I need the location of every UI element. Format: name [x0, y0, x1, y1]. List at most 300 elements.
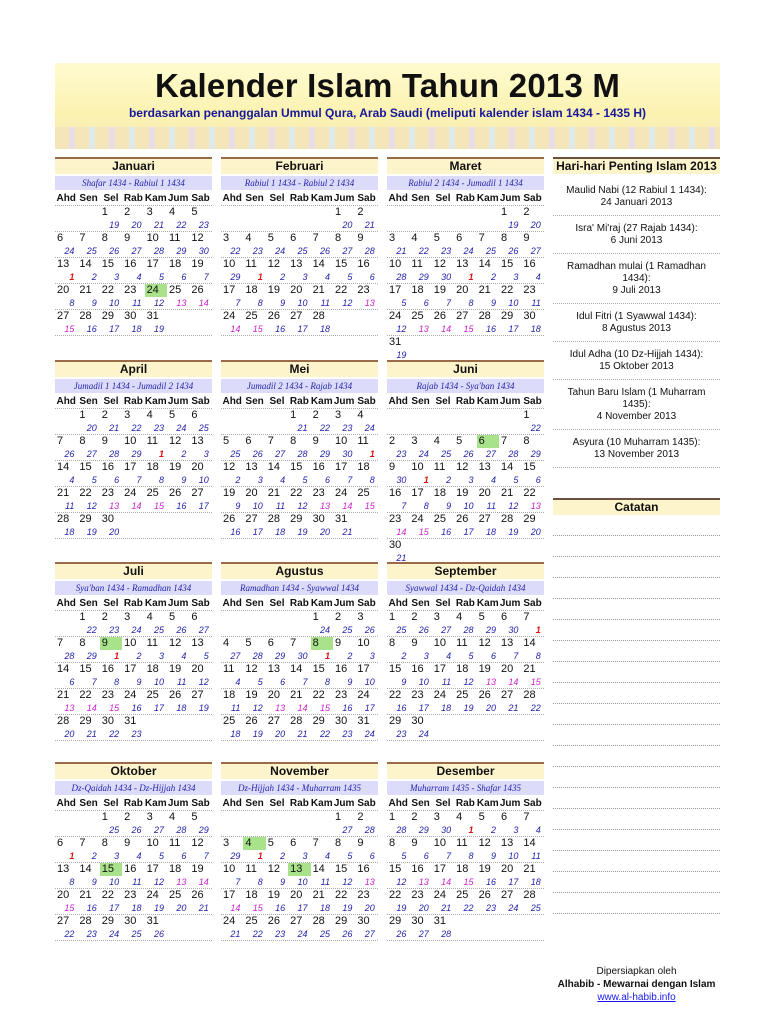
gregorian-day[interactable]: 30: [389, 539, 402, 551]
gregorian-day[interactable]: 2: [312, 409, 319, 421]
notes-line[interactable]: [553, 620, 720, 641]
gregorian-day[interactable]: 8: [101, 837, 108, 849]
gregorian-day[interactable]: 25: [456, 889, 469, 901]
gregorian-day[interactable]: 25: [245, 310, 258, 322]
gregorian-day[interactable]: 2: [389, 435, 396, 447]
gregorian-day[interactable]: 15: [79, 461, 92, 473]
gregorian-day[interactable]: 31: [146, 310, 159, 322]
gregorian-day[interactable]: 10: [433, 637, 447, 649]
gregorian-day[interactable]: 13: [500, 637, 514, 649]
gregorian-day[interactable]: 31: [433, 915, 447, 927]
gregorian-day[interactable]: 13: [57, 258, 70, 270]
gregorian-day[interactable]: 27: [478, 513, 491, 525]
gregorian-day[interactable]: 20: [57, 284, 70, 296]
gregorian-day[interactable]: 23: [523, 284, 536, 296]
gregorian-day[interactable]: 7: [523, 811, 530, 823]
gregorian-day[interactable]: 2: [101, 611, 108, 623]
gregorian-day[interactable]: 13: [288, 863, 310, 876]
gregorian-day[interactable]: 19: [168, 461, 182, 473]
gregorian-day[interactable]: 23: [357, 284, 370, 296]
gregorian-day[interactable]: 21: [57, 487, 70, 499]
gregorian-day[interactable]: 17: [146, 258, 159, 270]
gregorian-day[interactable]: 30: [124, 310, 137, 322]
gregorian-day[interactable]: 24: [334, 487, 348, 499]
gregorian-day[interactable]: 4: [411, 232, 418, 244]
gregorian-day[interactable]: 26: [168, 689, 182, 701]
notes-line[interactable]: [553, 599, 720, 620]
gregorian-day[interactable]: 5: [478, 811, 485, 823]
gregorian-day[interactable]: 27: [191, 689, 204, 701]
gregorian-day[interactable]: 29: [290, 513, 303, 525]
gregorian-day[interactable]: 28: [57, 513, 70, 525]
gregorian-day[interactable]: 7: [57, 637, 64, 649]
gregorian-day[interactable]: 5: [168, 409, 176, 421]
gregorian-day[interactable]: 7: [523, 611, 530, 623]
gregorian-day[interactable]: 23: [389, 513, 402, 525]
gregorian-day[interactable]: 19: [478, 663, 491, 675]
gregorian-day[interactable]: 23: [124, 889, 137, 901]
gregorian-day[interactable]: 11: [433, 461, 446, 473]
gregorian-day[interactable]: 30: [411, 715, 424, 727]
gregorian-day[interactable]: 4: [456, 811, 463, 823]
gregorian-day[interactable]: 20: [500, 663, 514, 675]
gregorian-day[interactable]: 11: [411, 258, 423, 270]
gregorian-day[interactable]: 26: [478, 889, 491, 901]
gregorian-day[interactable]: 14: [312, 258, 325, 270]
gregorian-day[interactable]: 25: [168, 284, 182, 296]
gregorian-day[interactable]: 23: [334, 689, 348, 701]
gregorian-day[interactable]: 7: [312, 232, 319, 244]
gregorian-day[interactable]: 21: [523, 863, 536, 875]
gregorian-day[interactable]: 22: [334, 284, 348, 296]
gregorian-day[interactable]: 14: [267, 461, 281, 473]
gregorian-day[interactable]: 11: [146, 435, 158, 447]
gregorian-day[interactable]: 3: [433, 811, 440, 823]
gregorian-day[interactable]: 17: [334, 461, 348, 473]
gregorian-day[interactable]: 7: [79, 232, 86, 244]
gregorian-day[interactable]: 14: [79, 258, 92, 270]
gregorian-day[interactable]: 15: [389, 863, 402, 875]
gregorian-day[interactable]: 10: [433, 837, 447, 849]
gregorian-day[interactable]: 7: [290, 637, 297, 649]
gregorian-day[interactable]: 31: [357, 715, 370, 727]
gregorian-day[interactable]: 13: [478, 461, 491, 473]
gregorian-day[interactable]: 13: [290, 258, 303, 270]
gregorian-day[interactable]: 19: [191, 258, 204, 270]
gregorian-day[interactable]: 16: [357, 258, 370, 270]
gregorian-day[interactable]: 25: [223, 715, 236, 727]
gregorian-day[interactable]: 9: [411, 637, 418, 649]
gregorian-day[interactable]: 30: [124, 915, 137, 927]
gregorian-day[interactable]: 24: [411, 513, 424, 525]
gregorian-day[interactable]: 20: [500, 863, 514, 875]
gregorian-day[interactable]: 24: [223, 915, 236, 927]
notes-line[interactable]: [553, 767, 720, 788]
gregorian-day[interactable]: 29: [79, 715, 92, 727]
gregorian-day[interactable]: 1: [101, 206, 108, 218]
gregorian-day[interactable]: 6: [191, 611, 198, 623]
gregorian-day[interactable]: 18: [411, 284, 424, 296]
gregorian-day[interactable]: 9: [357, 232, 364, 244]
gregorian-day[interactable]: 10: [223, 863, 236, 875]
gregorian-day[interactable]: 1: [312, 611, 319, 623]
gregorian-day[interactable]: 5: [267, 837, 274, 849]
gregorian-day[interactable]: 26: [433, 310, 447, 322]
gregorian-day[interactable]: 18: [245, 284, 258, 296]
gregorian-day[interactable]: 15: [79, 663, 92, 675]
gregorian-day[interactable]: 27: [267, 715, 281, 727]
gregorian-day[interactable]: 12: [168, 435, 182, 447]
gregorian-day[interactable]: 29: [523, 513, 536, 525]
gregorian-day[interactable]: 20: [456, 284, 469, 296]
gregorian-day[interactable]: 5: [168, 611, 176, 623]
gregorian-day[interactable]: 6: [267, 637, 274, 649]
gregorian-day[interactable]: 20: [478, 487, 491, 499]
gregorian-day[interactable]: 19: [433, 284, 447, 296]
gregorian-day[interactable]: 20: [191, 663, 204, 675]
gregorian-day[interactable]: 2: [124, 206, 131, 218]
gregorian-day[interactable]: 1: [79, 611, 86, 623]
gregorian-day[interactable]: 26: [191, 889, 204, 901]
gregorian-day[interactable]: 4: [243, 837, 265, 850]
gregorian-day[interactable]: 25: [357, 487, 370, 499]
gregorian-day[interactable]: 6: [57, 837, 64, 849]
gregorian-day[interactable]: 10: [334, 435, 348, 447]
gregorian-day[interactable]: 21: [267, 487, 281, 499]
gregorian-day[interactable]: 11: [357, 435, 369, 447]
gregorian-day[interactable]: 29: [334, 915, 348, 927]
gregorian-day[interactable]: 11: [146, 637, 158, 649]
gregorian-day[interactable]: 27: [500, 689, 514, 701]
notes-line[interactable]: [553, 809, 720, 830]
gregorian-day[interactable]: 13: [191, 435, 204, 447]
gregorian-day[interactable]: 6: [245, 435, 252, 447]
gregorian-day[interactable]: 21: [478, 284, 491, 296]
gregorian-day[interactable]: 8: [500, 232, 508, 244]
gregorian-day[interactable]: 17: [389, 284, 402, 296]
gregorian-day[interactable]: 2: [124, 811, 131, 823]
gregorian-day[interactable]: 22: [389, 689, 402, 701]
gregorian-day[interactable]: 2: [334, 611, 342, 623]
gregorian-day[interactable]: 18: [168, 863, 182, 875]
gregorian-day[interactable]: 24: [145, 284, 167, 297]
gregorian-day[interactable]: 29: [500, 310, 514, 322]
gregorian-day[interactable]: 18: [456, 663, 469, 675]
gregorian-day[interactable]: 27: [57, 310, 70, 322]
gregorian-day[interactable]: 17: [357, 663, 370, 675]
gregorian-day[interactable]: 3: [223, 232, 230, 244]
notes-line[interactable]: [553, 515, 720, 536]
gregorian-day[interactable]: 12: [478, 637, 491, 649]
gregorian-day[interactable]: 22: [79, 487, 92, 499]
gregorian-day[interactable]: 8: [334, 232, 342, 244]
gregorian-day[interactable]: 26: [478, 689, 491, 701]
gregorian-day[interactable]: 19: [267, 889, 281, 901]
gregorian-day[interactable]: 21: [500, 487, 514, 499]
gregorian-day[interactable]: 19: [245, 689, 258, 701]
gregorian-day[interactable]: 27: [245, 513, 258, 525]
gregorian-day[interactable]: 7: [478, 232, 485, 244]
gregorian-day[interactable]: 18: [146, 461, 159, 473]
gregorian-day[interactable]: 26: [168, 487, 182, 499]
gregorian-day[interactable]: 26: [267, 310, 281, 322]
gregorian-day[interactable]: 22: [389, 889, 402, 901]
gregorian-day[interactable]: 21: [79, 889, 92, 901]
gregorian-day[interactable]: 19: [223, 487, 236, 499]
gregorian-day[interactable]: 23: [312, 487, 325, 499]
gregorian-day[interactable]: 11: [245, 258, 257, 270]
gregorian-day[interactable]: 12: [478, 837, 491, 849]
gregorian-day[interactable]: 20: [290, 889, 303, 901]
gregorian-day[interactable]: 25: [433, 513, 447, 525]
gregorian-day[interactable]: 18: [245, 889, 258, 901]
gregorian-day[interactable]: 16: [389, 487, 402, 499]
gregorian-day[interactable]: 8: [79, 637, 86, 649]
gregorian-day[interactable]: 28: [523, 889, 536, 901]
gregorian-day[interactable]: 13: [267, 663, 281, 675]
gregorian-day[interactable]: 17: [146, 863, 159, 875]
gregorian-day[interactable]: 24: [389, 310, 402, 322]
gregorian-day[interactable]: 11: [245, 863, 257, 875]
gregorian-day[interactable]: 31: [146, 915, 159, 927]
gregorian-day[interactable]: 10: [124, 435, 137, 447]
gregorian-day[interactable]: 31: [124, 715, 137, 727]
gregorian-day[interactable]: 4: [433, 435, 440, 447]
gregorian-day[interactable]: 8: [523, 435, 530, 447]
notes-line[interactable]: [553, 557, 720, 578]
gregorian-day[interactable]: 19: [478, 863, 491, 875]
gregorian-day[interactable]: 12: [267, 863, 281, 875]
gregorian-day[interactable]: 6: [500, 811, 508, 823]
notes-line[interactable]: [553, 746, 720, 767]
gregorian-day[interactable]: 7: [79, 837, 86, 849]
gregorian-day[interactable]: 28: [79, 310, 92, 322]
gregorian-day[interactable]: 28: [267, 513, 281, 525]
notes-line[interactable]: [553, 662, 720, 683]
notes-line[interactable]: [553, 641, 720, 662]
gregorian-day[interactable]: 28: [290, 715, 303, 727]
gregorian-day[interactable]: 25: [411, 310, 424, 322]
gregorian-day[interactable]: 30: [523, 310, 536, 322]
gregorian-day[interactable]: 1: [389, 811, 396, 823]
gregorian-day[interactable]: 10: [223, 258, 236, 270]
gregorian-day[interactable]: 22: [334, 889, 348, 901]
gregorian-day[interactable]: 30: [101, 513, 115, 525]
gregorian-day[interactable]: 7: [57, 435, 64, 447]
gregorian-day[interactable]: 27: [456, 310, 469, 322]
gregorian-day[interactable]: 19: [267, 284, 281, 296]
gregorian-day[interactable]: 17: [124, 663, 137, 675]
gregorian-day[interactable]: 9: [357, 837, 364, 849]
gregorian-day[interactable]: 15: [100, 863, 122, 876]
notes-line[interactable]: [553, 683, 720, 704]
gregorian-day[interactable]: 1: [523, 409, 530, 421]
gregorian-day[interactable]: 28: [500, 513, 514, 525]
gregorian-day[interactable]: 5: [223, 435, 230, 447]
gregorian-day[interactable]: 3: [357, 611, 364, 623]
gregorian-day[interactable]: 9: [124, 837, 131, 849]
gregorian-day[interactable]: 9: [523, 232, 530, 244]
gregorian-day[interactable]: 14: [79, 863, 92, 875]
gregorian-day[interactable]: 15: [523, 461, 536, 473]
gregorian-day[interactable]: 16: [101, 461, 115, 473]
gregorian-day[interactable]: 5: [245, 637, 252, 649]
gregorian-day[interactable]: 9: [312, 435, 319, 447]
gregorian-day[interactable]: 3: [223, 837, 230, 849]
gregorian-day[interactable]: 29: [312, 715, 325, 727]
gregorian-day[interactable]: 21: [57, 689, 70, 701]
gregorian-day[interactable]: 22: [523, 487, 536, 499]
notes-line[interactable]: [553, 704, 720, 725]
gregorian-day[interactable]: 17: [223, 889, 236, 901]
gregorian-day[interactable]: 20: [267, 689, 281, 701]
notes-line[interactable]: [553, 872, 720, 893]
gregorian-day[interactable]: 8: [79, 435, 86, 447]
gregorian-day[interactable]: 8: [290, 435, 297, 447]
gregorian-day[interactable]: 6: [456, 232, 463, 244]
gregorian-day[interactable]: 14: [290, 663, 303, 675]
gregorian-day[interactable]: 10: [146, 837, 159, 849]
gregorian-day[interactable]: 12: [245, 663, 258, 675]
gregorian-day[interactable]: 8: [389, 637, 396, 649]
gregorian-day[interactable]: 4: [168, 811, 176, 823]
gregorian-day[interactable]: 1: [101, 811, 108, 823]
notes-line[interactable]: [553, 788, 720, 809]
gregorian-day[interactable]: 21: [312, 284, 325, 296]
gregorian-day[interactable]: 3: [334, 409, 342, 421]
gregorian-day[interactable]: 21: [523, 663, 536, 675]
gregorian-day[interactable]: 15: [101, 258, 115, 270]
notes-line[interactable]: [553, 725, 720, 746]
gregorian-day[interactable]: 24: [146, 889, 159, 901]
gregorian-day[interactable]: 8: [311, 637, 333, 650]
gregorian-day[interactable]: 30: [357, 915, 370, 927]
gregorian-day[interactable]: 20: [191, 461, 204, 473]
gregorian-day[interactable]: 4: [146, 611, 153, 623]
gregorian-day[interactable]: 16: [334, 663, 348, 675]
gregorian-day[interactable]: 16: [411, 863, 424, 875]
gregorian-day[interactable]: 3: [433, 611, 440, 623]
gregorian-day[interactable]: 2: [523, 206, 530, 218]
gregorian-day[interactable]: 16: [124, 863, 137, 875]
gregorian-day[interactable]: 12: [223, 461, 236, 473]
gregorian-day[interactable]: 13: [57, 863, 70, 875]
gregorian-day[interactable]: 4: [245, 232, 252, 244]
gregorian-day[interactable]: 16: [357, 863, 370, 875]
gregorian-day[interactable]: 11: [223, 663, 235, 675]
gregorian-day[interactable]: 29: [79, 513, 92, 525]
gregorian-day[interactable]: 17: [124, 461, 137, 473]
gregorian-day[interactable]: 9: [334, 637, 342, 649]
gregorian-day[interactable]: 22: [312, 689, 325, 701]
gregorian-day[interactable]: 13: [191, 637, 204, 649]
gregorian-day[interactable]: 18: [433, 487, 447, 499]
gregorian-day[interactable]: 23: [101, 689, 115, 701]
gregorian-day[interactable]: 1: [79, 409, 86, 421]
gregorian-day[interactable]: 3: [411, 435, 418, 447]
gregorian-day[interactable]: 28: [312, 915, 325, 927]
gregorian-day[interactable]: 10: [389, 258, 402, 270]
gregorian-day[interactable]: 23: [411, 689, 424, 701]
gregorian-day[interactable]: 15: [312, 663, 325, 675]
gregorian-day[interactable]: 14: [57, 461, 70, 473]
gregorian-day[interactable]: 17: [433, 863, 447, 875]
gregorian-day[interactable]: 15: [290, 461, 303, 473]
gregorian-day[interactable]: 20: [57, 889, 70, 901]
gregorian-day[interactable]: 13: [245, 461, 258, 473]
gregorian-day[interactable]: 16: [523, 258, 536, 270]
gregorian-day[interactable]: 1: [334, 811, 342, 823]
gregorian-day[interactable]: 21: [312, 889, 325, 901]
gregorian-day[interactable]: 27: [290, 915, 303, 927]
gregorian-day[interactable]: 22: [101, 889, 115, 901]
gregorian-day[interactable]: 18: [223, 689, 236, 701]
gregorian-day[interactable]: 10: [411, 461, 424, 473]
gregorian-day[interactable]: 19: [191, 863, 204, 875]
gregorian-day[interactable]: 20: [245, 487, 258, 499]
gregorian-day[interactable]: 2: [411, 611, 418, 623]
gregorian-day[interactable]: 14: [478, 258, 491, 270]
gregorian-day[interactable]: 19: [168, 663, 182, 675]
gregorian-day[interactable]: 14: [523, 837, 536, 849]
gregorian-day[interactable]: 22: [500, 284, 514, 296]
gregorian-day[interactable]: 16: [411, 663, 424, 675]
gregorian-day[interactable]: 16: [124, 258, 137, 270]
gregorian-day[interactable]: 21: [290, 689, 303, 701]
gregorian-day[interactable]: 25: [456, 689, 469, 701]
gregorian-day[interactable]: 13: [500, 837, 514, 849]
gregorian-day[interactable]: 23: [357, 889, 370, 901]
gregorian-day[interactable]: 11: [456, 637, 468, 649]
gregorian-day[interactable]: 15: [500, 258, 514, 270]
gregorian-day[interactable]: 9: [101, 435, 108, 447]
gregorian-day[interactable]: 18: [146, 663, 159, 675]
gregorian-day[interactable]: 10: [146, 232, 159, 244]
gregorian-day[interactable]: 6: [477, 435, 499, 448]
gregorian-day[interactable]: 3: [124, 611, 131, 623]
gregorian-day[interactable]: 30: [334, 715, 348, 727]
gregorian-day[interactable]: 1: [334, 206, 342, 218]
gregorian-day[interactable]: 7: [267, 435, 274, 447]
gregorian-day[interactable]: 2: [411, 811, 418, 823]
gregorian-day[interactable]: 6: [57, 232, 64, 244]
gregorian-day[interactable]: 4: [456, 611, 463, 623]
gregorian-day[interactable]: 14: [312, 863, 325, 875]
gregorian-day[interactable]: 12: [433, 258, 447, 270]
gregorian-day[interactable]: 28: [478, 310, 491, 322]
gregorian-day[interactable]: 23: [124, 284, 137, 296]
gregorian-day[interactable]: 25: [146, 487, 159, 499]
notes-line[interactable]: [553, 893, 720, 914]
gregorian-day[interactable]: 3: [146, 811, 153, 823]
gregorian-day[interactable]: 11: [168, 837, 181, 849]
gregorian-day[interactable]: 3: [389, 232, 396, 244]
gregorian-day[interactable]: 23: [411, 889, 424, 901]
gregorian-day[interactable]: 4: [168, 206, 176, 218]
gregorian-day[interactable]: 28: [79, 915, 92, 927]
gregorian-day[interactable]: 30: [101, 715, 115, 727]
gregorian-day[interactable]: 9: [124, 232, 131, 244]
gregorian-day[interactable]: 27: [191, 487, 204, 499]
gregorian-day[interactable]: 17: [223, 284, 236, 296]
gregorian-day[interactable]: 24: [433, 689, 447, 701]
gregorian-day[interactable]: 12: [168, 637, 182, 649]
gregorian-day[interactable]: 29: [389, 715, 402, 727]
gregorian-day[interactable]: 31: [334, 513, 348, 525]
gregorian-day[interactable]: 12: [267, 258, 281, 270]
gregorian-day[interactable]: 26: [191, 284, 204, 296]
gregorian-day[interactable]: 4: [223, 637, 230, 649]
